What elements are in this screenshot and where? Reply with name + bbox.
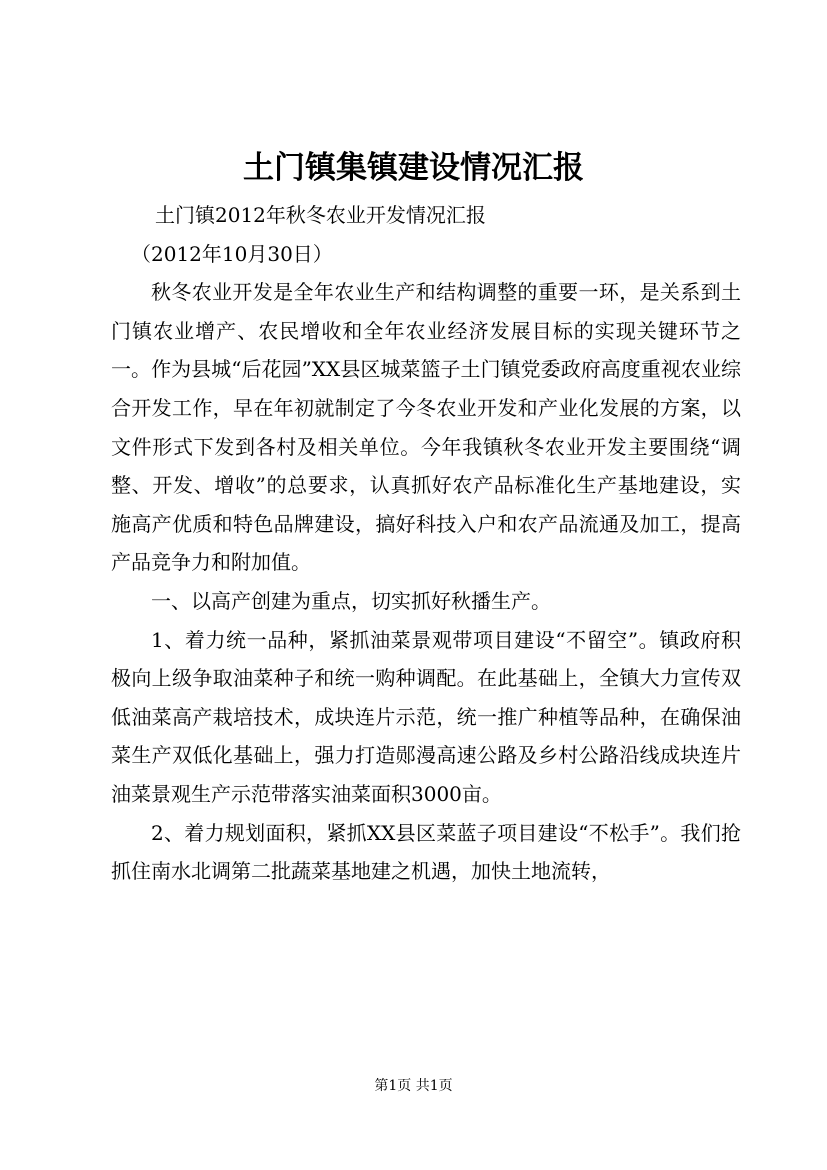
- paragraph-intro: 秋冬农业开发是全年农业生产和结构调整的重要一环，是关系到土门镇农业增产、农民增收和全年农业经济发展目标的实现关键环节之一。作为县城“后花园”XX县区城菜篮子土门镇党委政府高度重视农业综合开发工作，早在年初就制定了今冬农业开发和产业化发展的方案，以文件形式下发到各村及相关单位。今年我镇秋冬农业开发主要围绕“调整、开发、增收”的总要求，认真抓好农产品标准化生产基地建设，实施高产优质和特色品牌建设，搞好科技入户和农产品流通及加工，提高产品竞争力和附加值。: [111, 280, 741, 575]
- document-subtitle: 土门镇2012年秋冬农业开发情况汇报: [155, 203, 486, 227]
- page-footer: 第1页 共1页: [374, 1078, 453, 1094]
- document-body: [111, 196, 741, 891]
- paragraph-item-1: 1、着力统一品种，紧抓油菜景观带项目建设“不留空”。镇政府积极向上级争取油菜种子和统一购种调配。在此基础上，全镇大力宣传双低油菜高产栽培技术，成块连片示范，统一推广种植等品种，在确保油菜生产双低化基础上，强力打造郧漫高速公路及乡村公路沿线成块连片油菜景观生产示范带落实油菜面积3000亩。: [111, 627, 741, 806]
- document-title: 土门镇集镇建设情况汇报: [243, 150, 584, 186]
- document-date: （2012年10月30日）: [131, 241, 333, 266]
- section-heading-1: 一、以高产创建为重点，切实抓好秋播生产。: [151, 588, 551, 613]
- paragraph-item-2: 2、着力规划面积，紧抓XX县区菜蓝子项目建设“不松手”。我们抢抓住南水北调第二批蔬菜基地建之机遇，加快土地流转，: [111, 820, 741, 884]
